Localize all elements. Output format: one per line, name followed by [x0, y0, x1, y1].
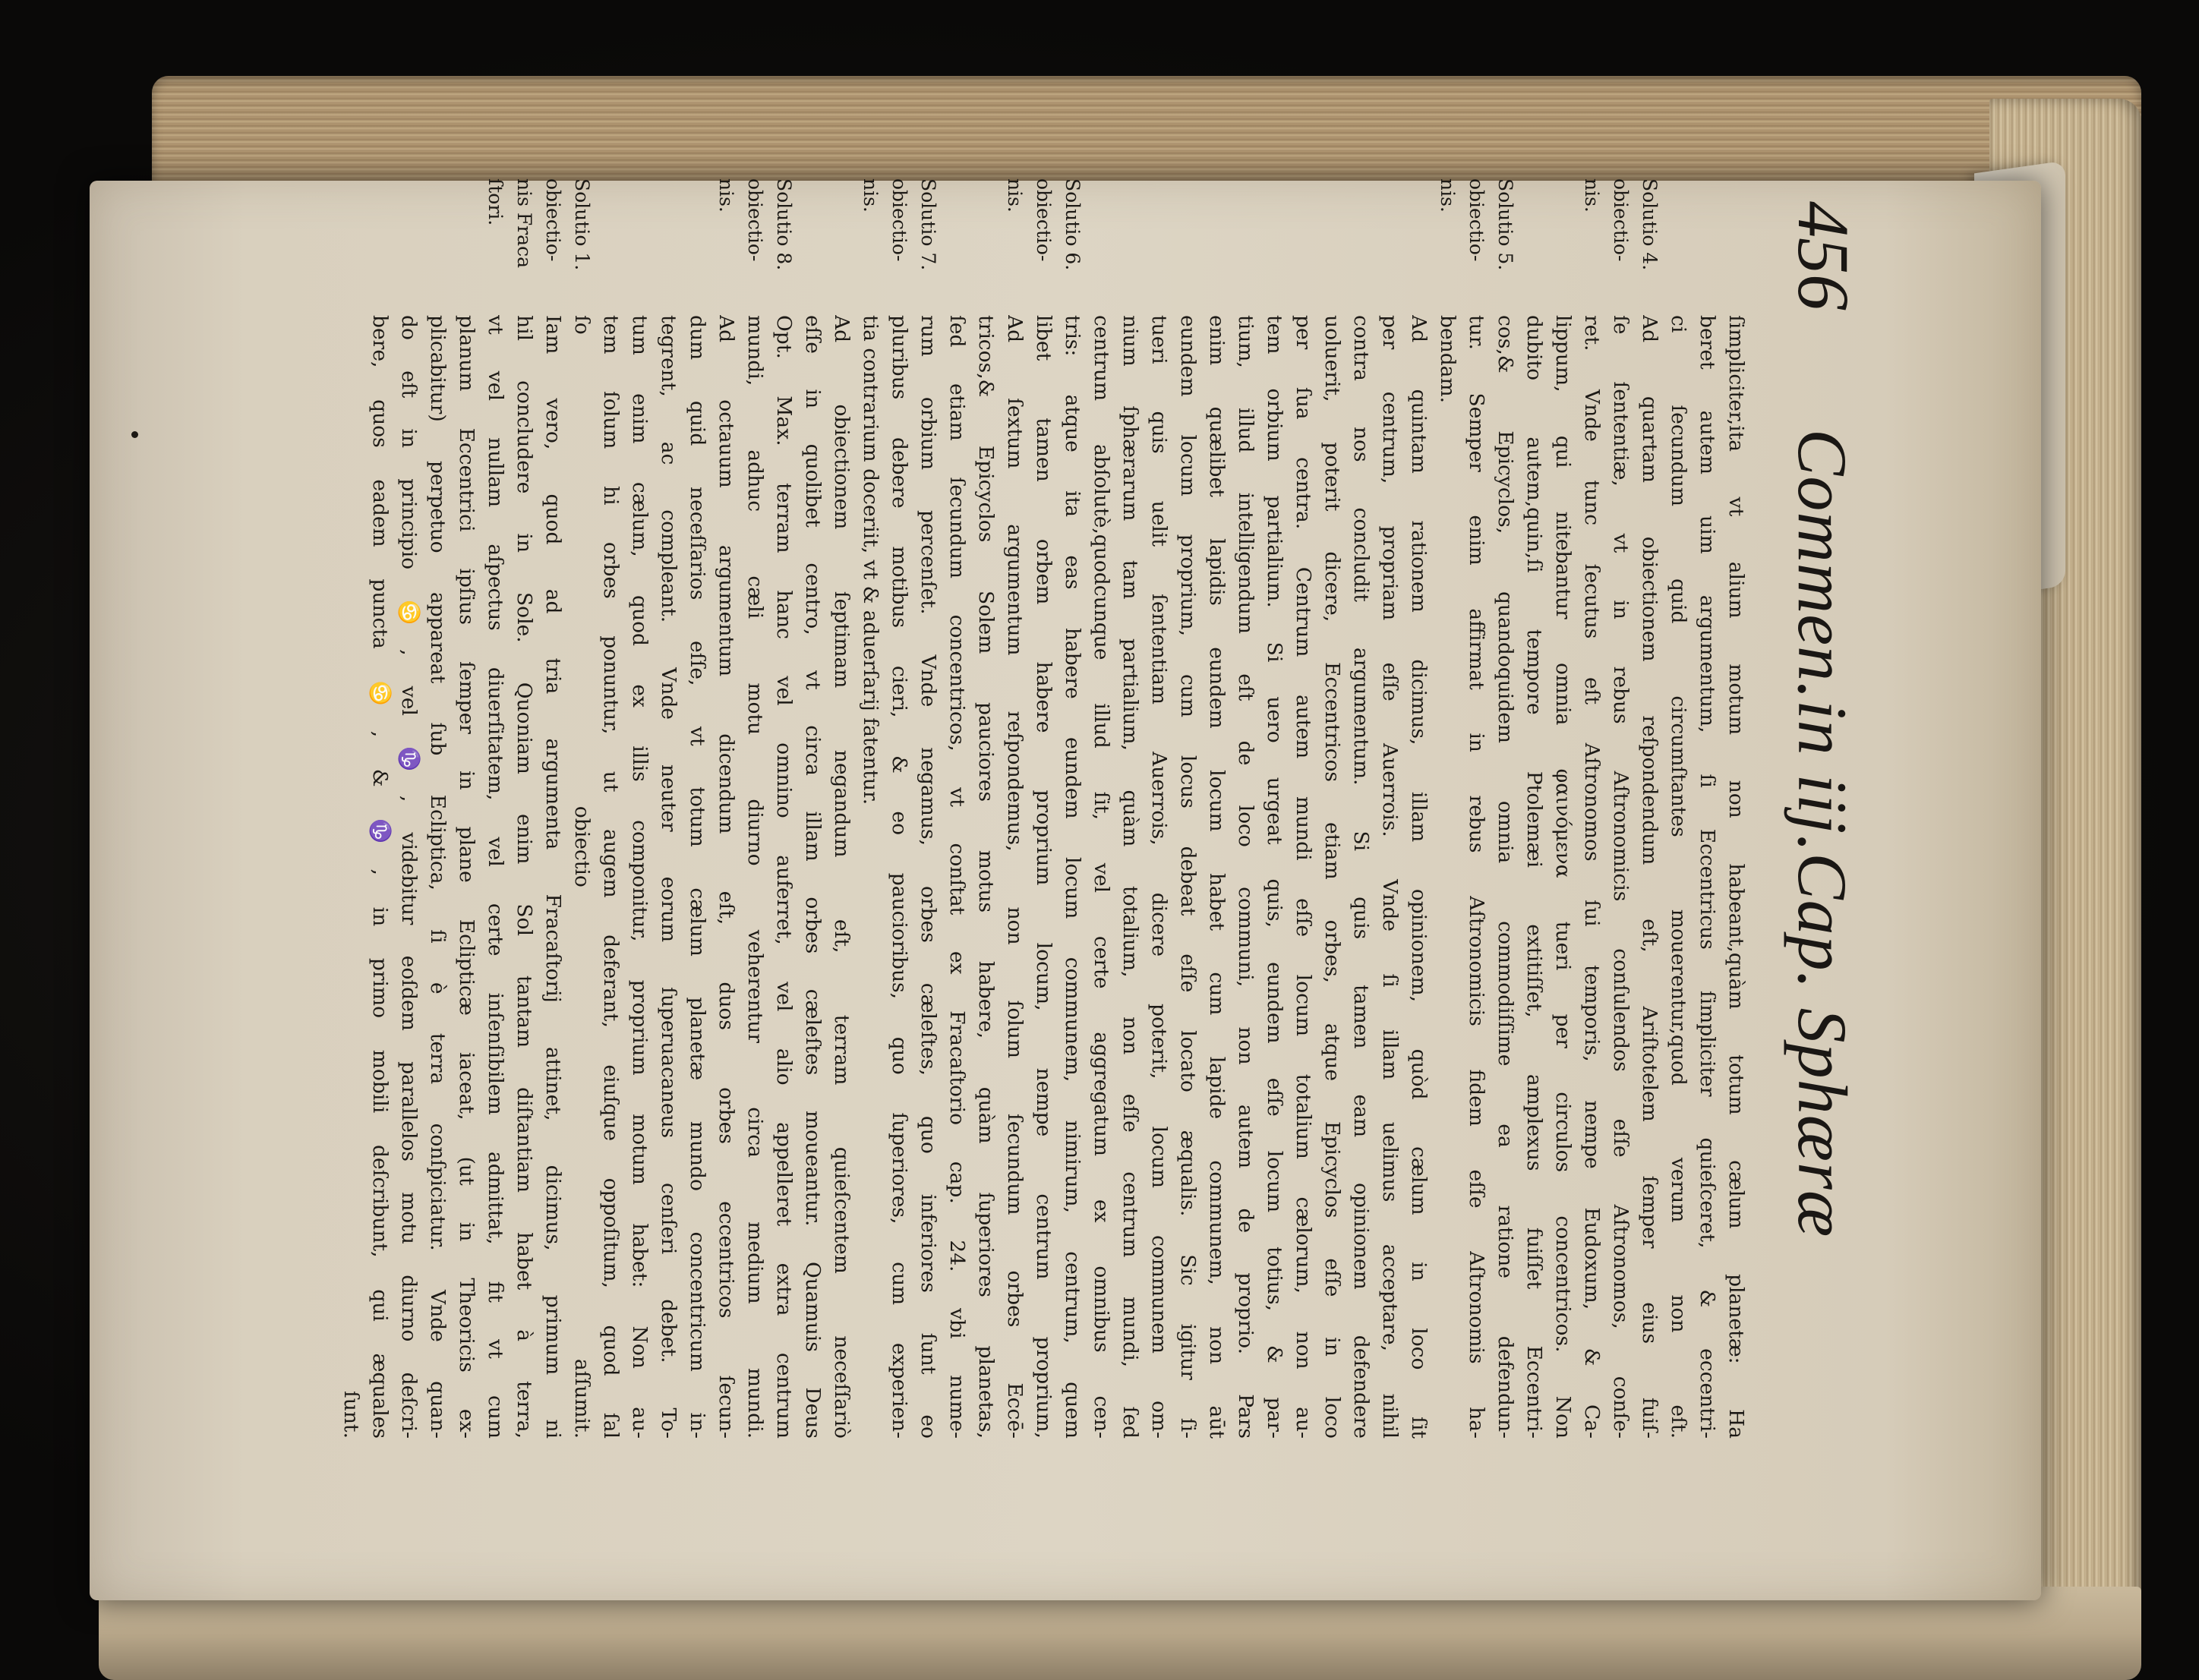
- line-text: hil concludere in Sole. Quoniam enim Sol tantam diſtantiam habet à terra,: [513, 315, 536, 1439]
- line-text: ſunt.: [339, 1390, 363, 1439]
- text-line: [942, 178, 971, 1454]
- line-text: Ad quartam obiectionem reſpondendum eſt, Ariſtotelem ſemper eius fuiſ-: [1638, 315, 1661, 1439]
- text-line: [538, 178, 567, 1454]
- text-line: [1260, 178, 1289, 1454]
- line-text: mundi, adhuc cæli motu diurno veherentur circa medium mundi.: [743, 315, 767, 1439]
- line-text: Ad octauum argumentum dicendum eſt, duos orbes eccentricos ſecun-: [715, 315, 738, 1439]
- line-text: Opt. Max. terram hanc vel omnino auferret, vel alio appelleret extra centrum: [772, 315, 796, 1439]
- line-text: tueri quis uelit ſententiam Auerrois, dicere poterit, locum communem om-: [1147, 315, 1171, 1439]
- text-line: [885, 178, 913, 1454]
- line-text: bendam.: [1436, 315, 1459, 404]
- rotated-text-block: [339, 178, 1872, 1454]
- text-line: [596, 178, 625, 1454]
- text-line: [1231, 178, 1260, 1454]
- margin-note: Solutio 8.: [773, 178, 795, 271]
- text-line: [1577, 178, 1606, 1454]
- margin-note: obiectio-: [744, 178, 766, 262]
- line-text: Ad quintam rationem dicimus, illam opinionem, quòd cælum in loco ſit: [1407, 315, 1431, 1439]
- line-text: tur. Semper enim affirmat in rebus Aſtronomicis fidem eſſe Aſtronomis ha-: [1465, 315, 1488, 1439]
- text-line: [1404, 178, 1433, 1454]
- margin-note: ſtori.: [484, 178, 506, 226]
- line-text: eundem locum proprium, cum locus debeat eſſe locato æqualis. Sic igitur ſi-: [1176, 315, 1200, 1439]
- text-line: [1491, 178, 1519, 1454]
- text-line: [1548, 178, 1577, 1454]
- text-line: [1087, 178, 1115, 1454]
- text-line: [365, 178, 394, 1454]
- line-text: tum enim cælum, quod ex illis componitur, proprium motum habet: Non au-: [628, 315, 651, 1439]
- line-text: ſe ſententiæ, vt in rebus Aſtronomicis conſulendos eſſe Aſtronomos, conſe-: [1609, 315, 1633, 1439]
- line-text: tem orbium partialium. Si uero urgeat quis, eundem eſſe locum totius, & par-: [1263, 315, 1286, 1439]
- line-text: vt vel nullam aſpectus diuerſitatem, vel certe inſenſibilem admittat, fit vt cum: [484, 315, 507, 1439]
- margin-note: nis.: [860, 178, 882, 213]
- text-line: [971, 178, 1000, 1454]
- line-text: pluribus debere motibus cieri, & eo paucioribus, quo ſuperiores, cum experien-: [888, 315, 911, 1439]
- line-text: tia contrarium doceriit, vt & aduerſarij fatentur.: [859, 315, 882, 805]
- text-line: [625, 178, 654, 1454]
- line-text: contra nos concludit argumentum. Si quis tamen eam opinionem defendere: [1349, 315, 1373, 1439]
- line-text: rum orbium percenſet. Vnde negamus, orbes cæleſtes, quo inferiores ſunt eo: [917, 315, 940, 1439]
- text-line: [654, 178, 683, 1454]
- text-line: [798, 178, 827, 1454]
- line-text: tegrent, ac compleant. Vnde neuter eorum ſuperuacaneus cenſeri debet. To-: [657, 315, 680, 1439]
- line-text: nium ſphærarum tam partialium, quàm totalium, non eſſe centrum mundi, ſed: [1118, 315, 1142, 1439]
- text-line: [481, 178, 510, 1454]
- margin-note: Solutio 7.: [917, 178, 939, 271]
- text-line: [1346, 178, 1375, 1454]
- line-text: ſimpliciter,ita vt alium motum non habeant,quàm totum cælum planetæ: Ha: [1724, 315, 1748, 1439]
- margin-note: nis.: [1437, 178, 1459, 213]
- line-text: tem ſolum hi orbes ponuntur, ut augem deferant, eiuſque oppoſitum, quod ſal: [599, 315, 623, 1439]
- text-line: [711, 178, 740, 1454]
- line-text: lippum, qui nitebantur omnia φαινόμενα tueri per circulos concentricos. Non: [1551, 315, 1575, 1439]
- text-line: [827, 178, 856, 1454]
- margin-note: nis.: [1581, 178, 1603, 213]
- line-text: Ad ſextum argumentum reſpondemus, non ſolum ſecundum orbes Eccē-: [1003, 315, 1027, 1439]
- line-text: bere, quos eadem puncta ♋, & ♑, in primo mobili deſcribunt, qui æquales: [368, 315, 392, 1439]
- margin-note: obiectio-: [1610, 178, 1632, 262]
- margin-note: obiectio-: [888, 178, 910, 262]
- text-line: [1058, 178, 1087, 1454]
- text-line: [1029, 178, 1058, 1454]
- text-line: [683, 178, 711, 1454]
- text-line: [1721, 178, 1750, 1454]
- ink-dot: [131, 431, 138, 438]
- line-text: cos,& Epicyclos, quandoquidem omnia commodiſſime ea ratione defendun-: [1494, 315, 1517, 1439]
- margin-note: nis Fraca: [513, 178, 535, 268]
- text-line: [1462, 178, 1491, 1454]
- line-text: tium, illud intelligendum eſt de loco communi, non autem de proprio. Pars: [1234, 315, 1257, 1439]
- text-line: [452, 178, 481, 1454]
- margin-note: obiectio-: [1033, 178, 1055, 262]
- body-text: [339, 178, 1750, 1454]
- line-text: dum quid neceſſarios eſſe, vt totum cælum planetæ mundo concentricum in-: [686, 315, 709, 1439]
- line-text: per centrum, propriam eſſe Auerrois. Vnde ſi illam uelimus acceptare, nihil: [1378, 315, 1402, 1439]
- text-line: [913, 178, 942, 1454]
- line-text: ci ſecundum quid circumſtantes mouerentur,quod verum non eſt.: [1667, 315, 1690, 1439]
- line-text: Iam vero, quod ad tria argumenta Fracaſtorij attinet, dicimus, primum ni: [541, 315, 565, 1439]
- book-bottom-edge: [99, 1587, 2141, 1680]
- margin-note: obiectio-: [1465, 178, 1488, 262]
- line-text: uoluerit, poterit dicere, Eccentricos etiam orbes, atque Epicyclos eſſe in loco: [1320, 315, 1344, 1439]
- text-line: [1317, 178, 1346, 1454]
- text-line: [856, 178, 885, 1454]
- line-text: libet tamen orbem habere proprium locum, nempe centrum proprium,: [1032, 315, 1055, 1439]
- text-line: [740, 178, 769, 1454]
- text-line: [567, 178, 596, 1454]
- margin-note: Solutio 5.: [1494, 178, 1516, 271]
- text-line: [1375, 178, 1404, 1454]
- text-line: [1433, 178, 1462, 1454]
- line-text: ſed etiam ſecundum concentricos, vt conſtat ex Fracaſtorio cap. 24. vbi nume-: [945, 315, 969, 1439]
- page-header: [1758, 178, 1872, 1454]
- margin-note: Solutio 1.: [571, 178, 593, 271]
- text-line: [1173, 178, 1202, 1454]
- text-line: [1519, 178, 1548, 1454]
- margin-note: Solutio 4.: [1639, 178, 1661, 271]
- line-text: ret. Vnde tunc ſecutus eſt Aſtronomos ſui temporis, nempe Eudoxum, & Ca-: [1580, 315, 1604, 1439]
- line-text: eſſe in quolibet centro, vt circa illam orbes cæleſtes moueantur. Quamuis Deus: [801, 315, 825, 1439]
- margin-note: nis.: [1004, 178, 1026, 213]
- running-head: Commen.in iij.Cap. Sphæræ: [1784, 429, 1861, 1238]
- line-text: plicabitur) perpetuo appareat ſub Ecliptica, ſi è terra conſpiciatur. Vnde quan-: [426, 315, 450, 1439]
- margin-note: nis.: [715, 178, 737, 213]
- line-text: beret autem uim argumentum, ſi Eccentricus ſimpliciter quieſceret, & eccentri-: [1696, 315, 1719, 1439]
- text-line: [1144, 178, 1173, 1454]
- margin-note: obiectio-: [542, 178, 564, 262]
- line-text: tris: atque ita eas habere eundem locum communem, nimirum, centrum, quem: [1061, 315, 1084, 1439]
- margin-note: Solutio 6.: [1062, 178, 1084, 271]
- line-text: planum Eccentrici ipſius ſemper in plane Eclipticæ iaceat, (ut in Theoricis ex-: [455, 315, 478, 1439]
- line-text: per ſua centra. Centrum autem mundi eſſe locum totalium cælorum, non au-: [1292, 315, 1315, 1439]
- text-line: [1202, 178, 1231, 1454]
- line-text: centrum abſolutè,quodcunque illud ſit, vel certe aggregatum ex omnibus cen-: [1090, 315, 1113, 1439]
- line-text: do eſt in principio ♋, vel ♑, videbitur eoſdem parallelos motu diurno deſcri-: [397, 315, 421, 1439]
- line-text: dubito autem,quin,ſi tempore Ptolemæi extitiſſet, amplexus fuiſſet Eccentri-: [1522, 315, 1546, 1439]
- line-text: Ad obiectionem ſeptimam negandum eſt, terram quieſcentem neceſſariò: [830, 315, 853, 1439]
- text-line: [1635, 178, 1664, 1454]
- line-text: enim quælibet lapidis eundem locum habet cum lapide communem, non aūt: [1205, 315, 1229, 1439]
- text-line: [336, 178, 365, 1454]
- text-line: [769, 178, 798, 1454]
- line-text: tricos,& Epicyclos Solem pauciores motus habere, quàm ſuperiores planetas,: [974, 315, 998, 1439]
- text-line: [423, 178, 452, 1454]
- text-line: [1606, 178, 1635, 1454]
- text-line: [1000, 178, 1029, 1454]
- text-line: [1289, 178, 1317, 1454]
- line-text: ſo obiectio aſſumit.: [570, 315, 594, 1439]
- text-line: [394, 178, 423, 1454]
- text-line: [1664, 178, 1693, 1454]
- text-line: [1693, 178, 1721, 1454]
- page-number: 456: [1783, 201, 1864, 310]
- text-line: [510, 178, 538, 1454]
- text-line: [1115, 178, 1144, 1454]
